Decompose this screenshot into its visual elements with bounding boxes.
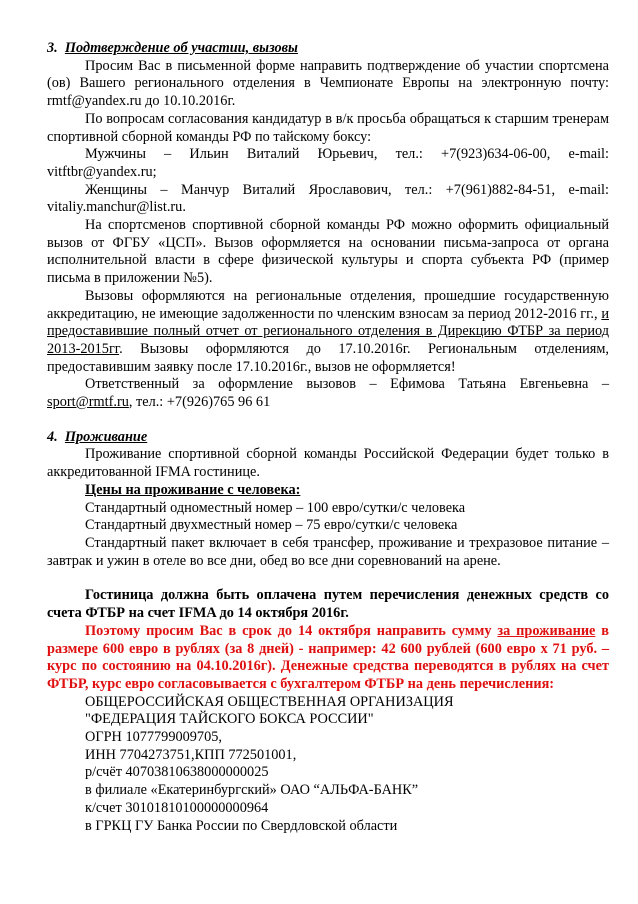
- bank-detail-line: ОГРН 1077799009705,: [85, 729, 222, 746]
- payment-request-red: [47, 623, 609, 694]
- section4-paragraph-package: Стандартный пакет включает в себя трансфер, проживание и трехразовое питание – завтрак и ужин в отеле во все дни, обед во все дни соревнований на арене.: [47, 534, 609, 569]
- accreditation-text-start: Вызовы оформляются на региональные отделения, прошедшие государственную аккредитацию, не имеющие задолженности по членским взносам за период 2012-2016 гг.,: [47, 287, 609, 322]
- accreditation-report-underlined: и предоставившие полный отчет от регионального отделения в Дирекцию ФТБР за период 2013-2015гг: [47, 305, 609, 357]
- responsible-email-link[interactable]: sport@rmtf.ru: [47, 394, 129, 411]
- section3-heading: [47, 40, 609, 58]
- section3-paragraph-responsible: [47, 376, 609, 411]
- section3-paragraph-men: Мужчины – Ильин Виталий Юрьевич, тел.: +7(923)634-06-00, e-mail: vitftbr@yandex.ru;: [47, 146, 609, 180]
- bank-detail-line: р/счёт 40703810638000000025: [85, 764, 269, 781]
- payment-request-end: в размере 600 евро в рублях (за 8 дней) - например: 42 600 рублей (600 евро х 71 руб. – курс по состоянию на 04.10.2016г). Денежные средства переводятся в рублях на счет ФТБР, курс евро согласовывается с бухгалтером ФТБР на день перечисления:: [47, 622, 610, 692]
- bank-detail-line: ИНН 7704273751,КПП 772501001,: [85, 746, 297, 763]
- section4-heading: [47, 429, 609, 447]
- section-gap: [47, 412, 609, 429]
- section3-paragraph-confirmation: Просим Вас в письменной форме направить подтверждение об участии спортсмена (ов) Вашего регионального отделения в Чемпионате Европы на электронную почту: rmtf@yandex.ru до 10.10.2016г.: [47, 57, 609, 110]
- section4-paragraph-accommodation: Проживание спортивной сборной команды Российской Федерации будет только в аккредитованной IFMA гостинице.: [47, 446, 609, 481]
- price-single-room: Стандартный одноместный номер – 100 евро/сутки/с человека: [85, 499, 466, 516]
- bank-detail-line: в филиале «Екатеринбургский» ОАО “АЛЬФА-БАНК”: [85, 782, 419, 799]
- paragraph-gap: [47, 570, 609, 587]
- bank-detail-line: "ФЕДЕРАЦИЯ ТАЙСКОГО БОКСА РОССИИ": [85, 711, 374, 728]
- responsible-text: Ответственный за оформление вызовов – Ефимова Татьяна Евгеньевна –: [85, 376, 609, 393]
- section3-paragraph-women: Женщины – Манчур Виталий Ярославович, тел.: +7(961)882-84-51, e-mail: vitaliy.manchur@list.ru.: [47, 181, 609, 216]
- section4-title: Проживание: [64, 428, 148, 445]
- section3-paragraph-official-call: На спортсменов спортивной сборной команды РФ можно оформить официальный вызов от ФГБУ «ЦСП». Вызов оформляется на основании письма-запроса от органа исполнительной власти в сфере физической культуры и спорта субъекта РФ (пример письма в приложении №5).: [47, 217, 609, 287]
- responsible-phone: , тел.: +7(926)765 96 61: [128, 394, 271, 411]
- payment-request-start: Поэтому просим Вас в срок до 14 октября направить сумму: [85, 622, 498, 639]
- section4-number: 4.: [47, 428, 58, 445]
- price-double-room: Стандартный двухместный номер – 75 евро/сутки/с человека: [85, 517, 458, 534]
- hotel-payment-notice: Гостиница должна быть оплачена путем перечисления денежных средств со счета ФТБР на счет IFMA до 14 октября 2016г.: [47, 587, 609, 622]
- payment-request-underlined: за проживание: [497, 622, 596, 639]
- section3-paragraph-coaches: По вопросам согласования кандидатур в в/к просьба обращаться к старшим тренерам спортивной сборной команды РФ по тайскому боксу:: [47, 110, 609, 145]
- section3-paragraph-accreditation: [47, 288, 609, 377]
- section3-number: 3.: [47, 40, 58, 56]
- bank-detail-line: в ГРКЦ ГУ Банка России по Свердловской области: [85, 817, 398, 834]
- bank-detail-line: ОБЩЕРОССИЙСКАЯ ОБЩЕСТВЕННАЯ ОРГАНИЗАЦИЯ: [85, 693, 454, 710]
- bank-detail-line: к/счет 30101810100000000964: [85, 799, 269, 816]
- accreditation-text-end: . Вызовы оформляются до 17.10.2016г. Региональным отделениям, предоставившим заявку после 17.10.2016г., вызов не оформляется!: [47, 340, 609, 375]
- document-page: [47, 40, 609, 835]
- bank-details: [47, 694, 609, 836]
- section3-title: Подтверждение об участии, вызовы: [64, 40, 298, 56]
- prices-title: Цены на проживание с человека:: [85, 481, 301, 498]
